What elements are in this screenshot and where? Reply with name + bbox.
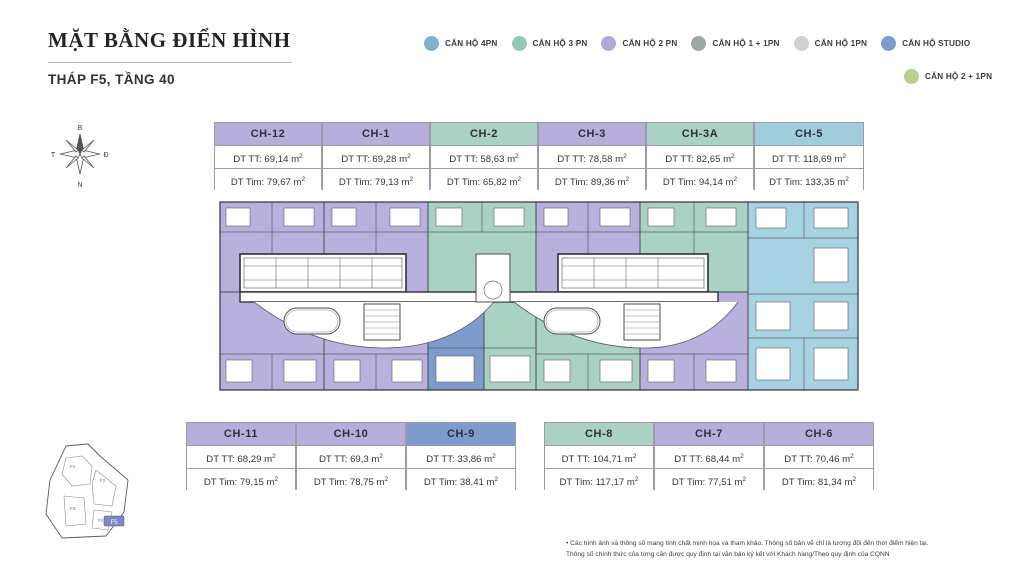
unit-superscript: 2: [515, 153, 519, 160]
unit-dt-tt-value: DT TT: 33,86 m: [426, 454, 493, 466]
unit-code: CH-3A: [647, 123, 753, 146]
compass-rose: [44, 118, 116, 190]
unit-dt-tt-value: DT TT: 78,58 m: [557, 154, 624, 166]
unit-table-ch-12[interactable]: [214, 122, 322, 190]
title-block: [48, 28, 348, 87]
unit-dt-tim-value: DT Tim: 133,35 m: [769, 177, 846, 189]
unit-superscript: 2: [299, 153, 303, 160]
unit-superscript: 2: [407, 153, 411, 160]
legend-item-studio: [881, 36, 970, 51]
unit-code: CH-6: [765, 423, 873, 446]
unit-table-ch-10[interactable]: [296, 422, 406, 490]
unit-code: CH-10: [297, 423, 405, 446]
unit-dt-tim: [323, 169, 429, 191]
unit-dt-tt-value: DT TT: 58,63 m: [449, 154, 516, 166]
unit-dt-tt: [187, 446, 295, 469]
footnote: [566, 538, 986, 560]
unit-superscript: 2: [409, 176, 414, 183]
unit-table-ch-9[interactable]: [406, 422, 516, 490]
unit-superscript: 2: [301, 176, 306, 183]
title-divider: [48, 62, 292, 63]
page-subtitle: THÁP F5, TẦNG 40: [48, 72, 175, 87]
unit-dt-tim-value: DT Tim: 89,36 m: [554, 177, 626, 189]
unit-dt-tt-value: DT TT: 69,28 m: [341, 154, 408, 166]
legend-item-label: CĂN HỘ 1 + 1PN: [712, 39, 780, 48]
unit-superscript: 2: [274, 476, 279, 483]
unit-code: CH-2: [431, 123, 537, 146]
unit-dt-tt: [407, 446, 515, 469]
legend-row-secondary: [424, 69, 1004, 84]
unit-dt-tim: [407, 469, 515, 491]
unit-dt-tt: [647, 146, 753, 169]
legend-item-label: CĂN HỘ 3 PN: [532, 39, 588, 48]
legend-color-swatch: [691, 36, 706, 51]
unit-superscript: 2: [492, 453, 496, 460]
unit-dt-tt: [215, 146, 321, 169]
unit-code: CH-7: [655, 423, 763, 446]
legend-color-swatch: [424, 36, 439, 51]
unit-table-ch-3a[interactable]: [646, 122, 754, 190]
unit-superscript: 2: [272, 453, 276, 460]
legend-color-swatch: [601, 36, 616, 51]
floor-plan-drawing: [214, 198, 864, 406]
unit-superscript: 2: [740, 453, 744, 460]
unit-code: CH-1: [323, 123, 429, 146]
unit-superscript: 2: [742, 476, 747, 483]
unit-dt-tt-value: DT TT: 69,3 m: [318, 454, 380, 466]
legend: [424, 36, 1004, 84]
compass-west-label: T: [50, 152, 56, 159]
keymap-tower-label: F5: [110, 520, 118, 526]
unit-dt-tt-value: DT TT: 70,46 m: [784, 454, 851, 466]
compass-east-label: Đ: [103, 152, 109, 159]
unit-superscript: 2: [379, 453, 384, 460]
unit-dt-tt: [323, 146, 429, 169]
footnote-line-2: Thông số chính thức của từng căn được quy định tại văn bản ký kết với Khách hàng/Theo quy định của CQNN: [566, 551, 890, 559]
unit-code: CH-3: [539, 123, 645, 146]
unit-dt-tim-value: DT Tim: 79,15 m: [203, 477, 275, 489]
unit-dt-tt: [297, 446, 405, 469]
footnote-line-1: • Các hình ảnh và thông số mang tính chất minh họa và tham khảo. Thông số bản vẽ chỉ là tương đối đến thời điểm hiện tại.: [566, 540, 929, 547]
unit-dt-tim-value: DT Tim: 117,17 m: [559, 477, 635, 489]
unit-dt-tim: [187, 469, 295, 491]
unit-superscript: 2: [632, 453, 637, 460]
unit-superscript: 2: [623, 153, 627, 160]
unit-dt-tt: [431, 146, 537, 169]
unit-dt-tt: [765, 446, 873, 469]
keymap-block-label: F1: [70, 464, 76, 469]
unit-dt-tim-value: DT Tim: 78,75 m: [313, 477, 385, 489]
unit-dt-tim-value: DT Tim: 38,41 m: [423, 477, 495, 489]
unit-superscript: 2: [517, 176, 522, 183]
legend-item-4pn: [424, 36, 498, 51]
unit-superscript: 2: [850, 453, 854, 460]
unit-dt-tim-value: DT Tim: 77,51 m: [671, 477, 743, 489]
legend-color-swatch: [881, 36, 896, 51]
unit-dt-tt: [655, 446, 763, 469]
unit-code: CH-9: [407, 423, 515, 446]
unit-dt-tim-value: DT Tim: 79,13 m: [338, 177, 410, 189]
unit-table-ch-1[interactable]: [322, 122, 430, 190]
page-title: MẶT BẰNG ĐIỂN HÌNH: [48, 28, 291, 52]
unit-dt-tim: [755, 169, 863, 191]
unit-superscript: 2: [731, 153, 735, 160]
legend-item-label: CĂN HỘ 2 + 1PN: [925, 72, 993, 81]
unit-table-ch-11[interactable]: [186, 422, 296, 490]
legend-color-swatch: [794, 36, 809, 51]
unit-dt-tim: [297, 469, 405, 491]
legend-item-1plus1pn: [691, 36, 779, 51]
legend-item-label: CĂN HỘ 1PN: [814, 39, 868, 48]
unit-dt-tim-value: DT Tim: 65,82 m: [446, 177, 518, 189]
unit-dt-tt-value: DT TT: 104,71 m: [561, 454, 633, 466]
unit-dt-tim-value: DT Tim: 79,67 m: [230, 177, 302, 189]
unit-dt-tim: [647, 169, 753, 191]
unit-superscript: 2: [842, 153, 846, 160]
unit-superscript: 2: [733, 176, 738, 183]
unit-dt-tt-value: DT TT: 118,69 m: [771, 154, 843, 166]
unit-table-ch-8[interactable]: [544, 422, 654, 490]
unit-dt-tt-value: DT TT: 68,29 m: [206, 454, 273, 466]
unit-superscript: 2: [852, 476, 857, 483]
legend-color-swatch: [512, 36, 527, 51]
legend-item-label: CĂN HỘ 4PN: [445, 39, 498, 48]
unit-dt-tim: [215, 169, 321, 191]
unit-dt-tim: [545, 469, 653, 491]
unit-dt-tt-value: DT TT: 82,65 m: [665, 154, 732, 166]
unit-dt-tim: [655, 469, 763, 491]
unit-table-ch-5[interactable]: [754, 122, 864, 190]
unit-dt-tt-value: DT TT: 69,14 m: [233, 154, 300, 166]
legend-item-2plus1pn: [904, 69, 992, 84]
unit-dt-tim: [765, 469, 873, 491]
legend-item-label: CĂN HỘ 2 PN: [622, 39, 678, 48]
unit-dt-tt: [755, 146, 863, 169]
unit-superscript: 2: [494, 476, 499, 483]
keymap-block-label: F4: [98, 518, 104, 523]
compass-south-label: N: [77, 182, 83, 189]
keymap-block-label: F3: [70, 506, 76, 511]
unit-code: CH-12: [215, 123, 321, 146]
unit-dt-tim: [539, 169, 645, 191]
unit-table-ch-6[interactable]: [764, 422, 874, 490]
legend-row-primary: [424, 36, 1004, 51]
unit-dt-tim-value: DT Tim: 81,34 m: [781, 477, 853, 489]
site-key-map: [36, 440, 144, 548]
unit-dt-tt-value: DT TT: 68,44 m: [674, 454, 741, 466]
unit-dt-tt: [539, 146, 645, 169]
legend-color-swatch: [904, 69, 919, 84]
unit-superscript: 2: [625, 176, 630, 183]
legend-item-3pn: [512, 36, 588, 51]
legend-item-1pn: [794, 36, 868, 51]
unit-dt-tt: [545, 446, 653, 469]
legend-item-label: CĂN HỘ STUDIO: [902, 39, 971, 48]
unit-table-ch-2[interactable]: [430, 122, 538, 190]
unit-superscript: 2: [845, 176, 849, 183]
unit-table-ch-7[interactable]: [654, 422, 764, 490]
unit-dt-tim-value: DT Tim: 94,14 m: [662, 177, 734, 189]
unit-superscript: 2: [634, 476, 639, 483]
unit-table-ch-3[interactable]: [538, 122, 646, 190]
compass-north-label: B: [77, 125, 83, 132]
unit-dt-tim: [431, 169, 537, 191]
keymap-block-label: F2: [100, 478, 106, 483]
unit-code: CH-11: [187, 423, 295, 446]
unit-code: CH-5: [755, 123, 863, 146]
unit-code: CH-8: [545, 423, 653, 446]
legend-item-2pn: [601, 36, 677, 51]
unit-superscript: 2: [384, 476, 389, 483]
